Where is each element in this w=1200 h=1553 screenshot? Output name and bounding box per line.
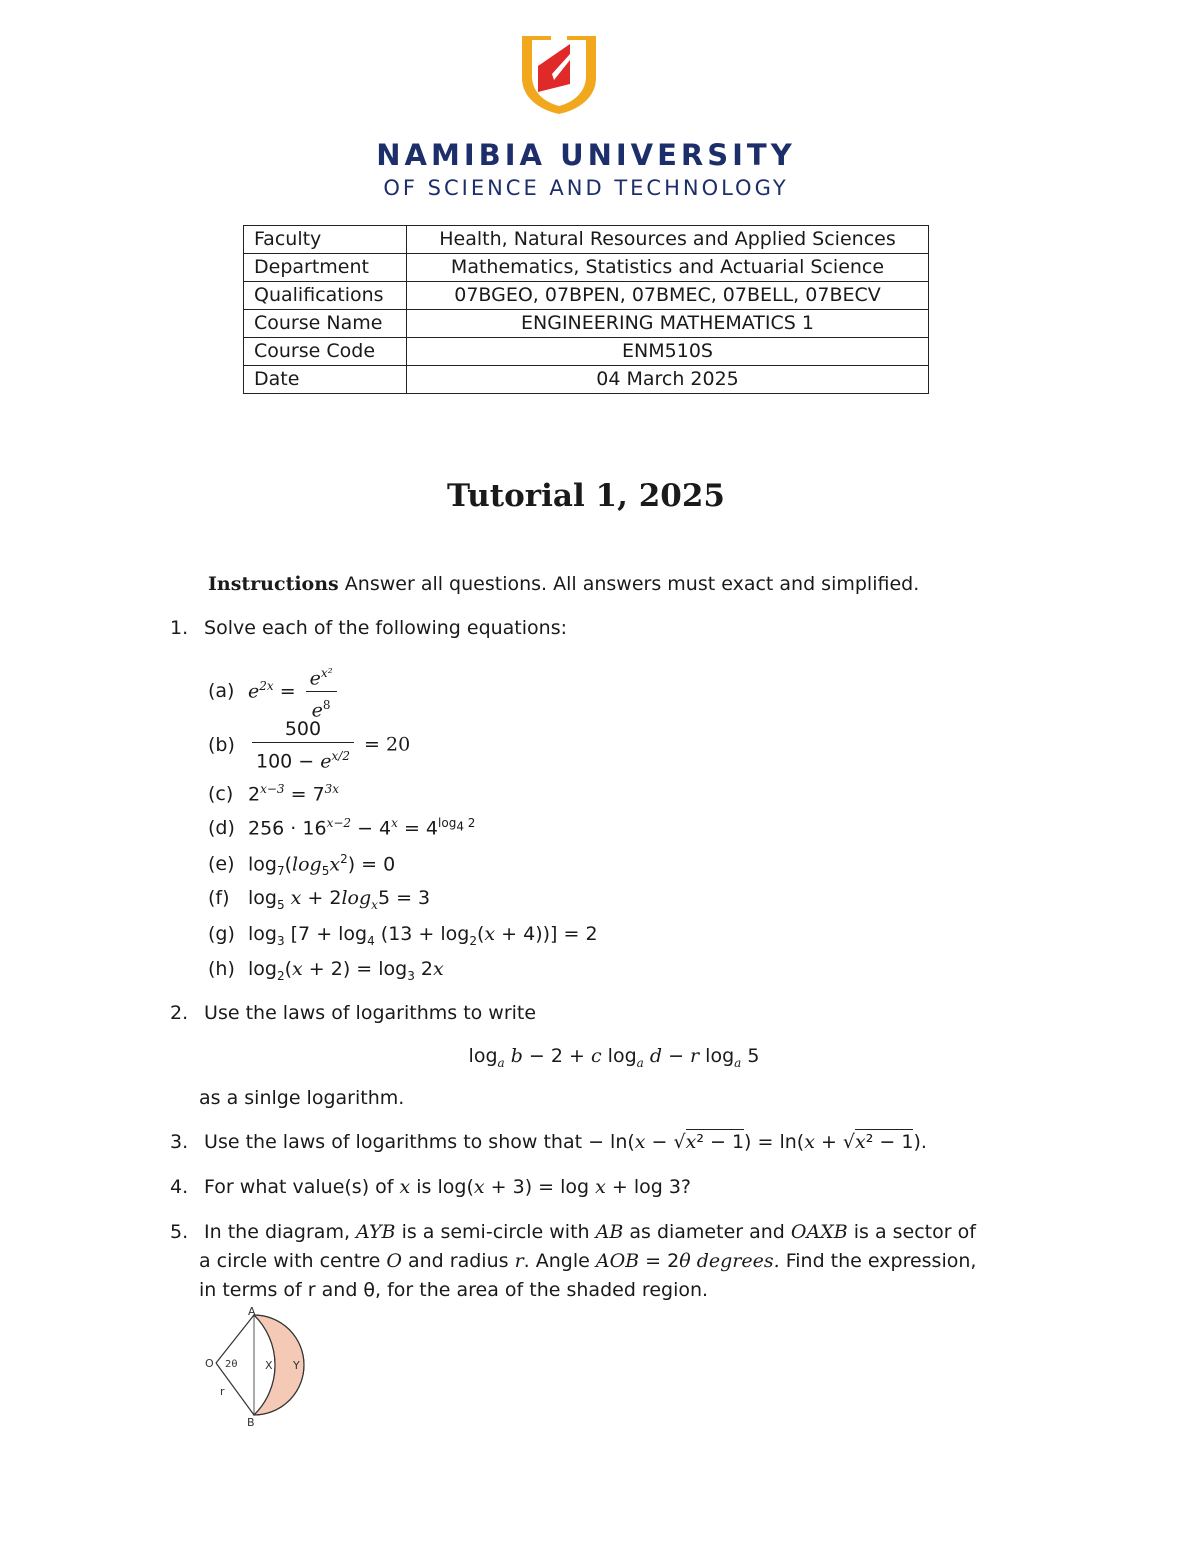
label-x: X [265, 1359, 273, 1372]
instructions-text: Answer all questions. All answers must exact and simplified. [344, 573, 920, 595]
course-info-table [243, 225, 929, 394]
question-2 [170, 1002, 536, 1024]
label-o: O [205, 1357, 214, 1370]
radius-oa [216, 1315, 254, 1363]
question-text: Use the laws of logarithms to show that [204, 1131, 583, 1153]
table-row [244, 366, 929, 394]
question-text-b: is [416, 1176, 432, 1198]
q5-text: Find the expression, [785, 1250, 977, 1272]
q1-part-c: (c) $2^{x-3} = 7^{3x}$ [208, 782, 340, 806]
part-label: (g) [208, 923, 235, 945]
table-row [244, 310, 929, 338]
instructions-label: Instructions [208, 573, 339, 595]
table-row [244, 282, 929, 310]
qualifications-value: 07BGEO, 07BPEN, 07BMEC, 07BELL, 07BECV [407, 282, 929, 310]
q5-text: is a semi-circle with [401, 1221, 590, 1243]
table-row [244, 226, 929, 254]
part-label: (b) [208, 733, 235, 756]
q2-after-text: as a sinlge logarithm. [199, 1087, 405, 1109]
q1-part-f: (f) $\log_5 x + 2\log_x5 = 3$ [208, 887, 431, 912]
sector-diagram [196, 1305, 316, 1430]
question-5-line2: a circle with centre O and radius r. Angle AOB = 2θ degrees. Find the expression, [199, 1250, 977, 1272]
label-a: A [248, 1305, 256, 1318]
q1-part-h: (h) $\log_2(x + 2) = \log_3 2x$ [208, 958, 444, 983]
qualifications-key: Qualifications [244, 282, 407, 310]
course-code-key: Course Code [244, 338, 407, 366]
question-text: Use the laws of logarithms to write [204, 1002, 537, 1024]
page-title: Tutorial 1, 2025 [447, 478, 725, 514]
instructions [208, 573, 919, 595]
label-angle: 2θ [225, 1359, 238, 1370]
fraction: $\frac{500}{100 - e^{x/2}}$ [252, 716, 354, 774]
part-label: (d) [208, 817, 235, 840]
label-b: B [247, 1416, 255, 1429]
q5-text: . Angle [523, 1250, 590, 1272]
question-number: 5. [170, 1221, 189, 1243]
department-key: Department [244, 254, 407, 282]
question-text-a: For what value(s) of [204, 1176, 394, 1198]
course-name-key: Course Name [244, 310, 407, 338]
q5-text: and radius [408, 1250, 509, 1272]
part-label: (c) [208, 783, 234, 806]
course-name-value: ENGINEERING MATHEMATICS 1 [407, 310, 929, 338]
question-number: 2. [170, 1002, 189, 1024]
q1-part-b: (b) $\frac{500}{100 - e^{x/2}}$ = 20 [208, 718, 411, 773]
question-number: 3. [170, 1131, 189, 1153]
question-5-line3: in terms of r and θ, for the area of the shaded region. [199, 1279, 709, 1301]
question-4: 4. For what value(s) of x is log(x + 3) = log x + log 3? [170, 1176, 692, 1198]
question-3: 3. Use the laws of logarithms to show that − ln(x − √x² − 1) = ln(x + √x² − 1). [170, 1131, 927, 1153]
q5-text: In the diagram, [204, 1221, 350, 1243]
q1-part-g: (g) $\log_3 [7 + \log_4 (13 + \log_2(x + 4))] = 2$ [208, 923, 598, 948]
date-key: Date [244, 366, 407, 394]
logo-notch [551, 34, 567, 43]
q5-text: degrees. [696, 1250, 780, 1272]
table-row [244, 338, 929, 366]
faculty-value: Health, Natural Resources and Applied Sciences [407, 226, 929, 254]
question-1 [170, 617, 567, 639]
question-5: 5. In the diagram, AYB is a semi-circle with AB as diameter and OAXB is a sector of [170, 1221, 976, 1243]
part-label: (a) [208, 680, 235, 703]
question-number: 4. [170, 1176, 189, 1198]
q5-text: as diameter and [629, 1221, 785, 1243]
course-code-value: ENM510S [407, 338, 929, 366]
q2-expression: $\log_a b - 2 + c$ $\log_a d - r$ $\log_a 5$ [468, 1045, 760, 1070]
table-row [244, 254, 929, 282]
university-subtitle: OF SCIENCE AND TECHNOLOGY [383, 176, 789, 200]
university-name: NAMIBIA UNIVERSITY [376, 138, 796, 172]
part-label: (f) [208, 887, 230, 909]
faculty-key: Faculty [244, 226, 407, 254]
question-number: 1. [170, 617, 189, 639]
fraction: $\frac{e^{x^2}}{e^8}$ [306, 660, 337, 724]
department-value: Mathematics, Statistics and Actuarial Science [407, 254, 929, 282]
university-logo [518, 32, 600, 116]
part-label: (e) [208, 853, 235, 876]
q1-part-a: (a) $e^{2x}$ = $\frac{e^{x^2}}{e^8}$ [208, 660, 341, 724]
question-text: Solve each of the following equations: [204, 617, 568, 639]
part-label: (h) [208, 958, 235, 980]
q1-part-d: (d) $256 \cdot 16^{x-2} - 4^x = 4^{log_4 2}$ [208, 816, 476, 840]
q1-part-e: (e) $\log_7(\log_5x^2) = 0$ [208, 852, 396, 879]
date-value: 04 March 2025 [407, 366, 929, 394]
q5-text: a circle with centre [199, 1250, 381, 1272]
label-r: r [220, 1385, 225, 1398]
q5-text: is a sector of [853, 1221, 976, 1243]
label-y: Y [293, 1359, 300, 1372]
